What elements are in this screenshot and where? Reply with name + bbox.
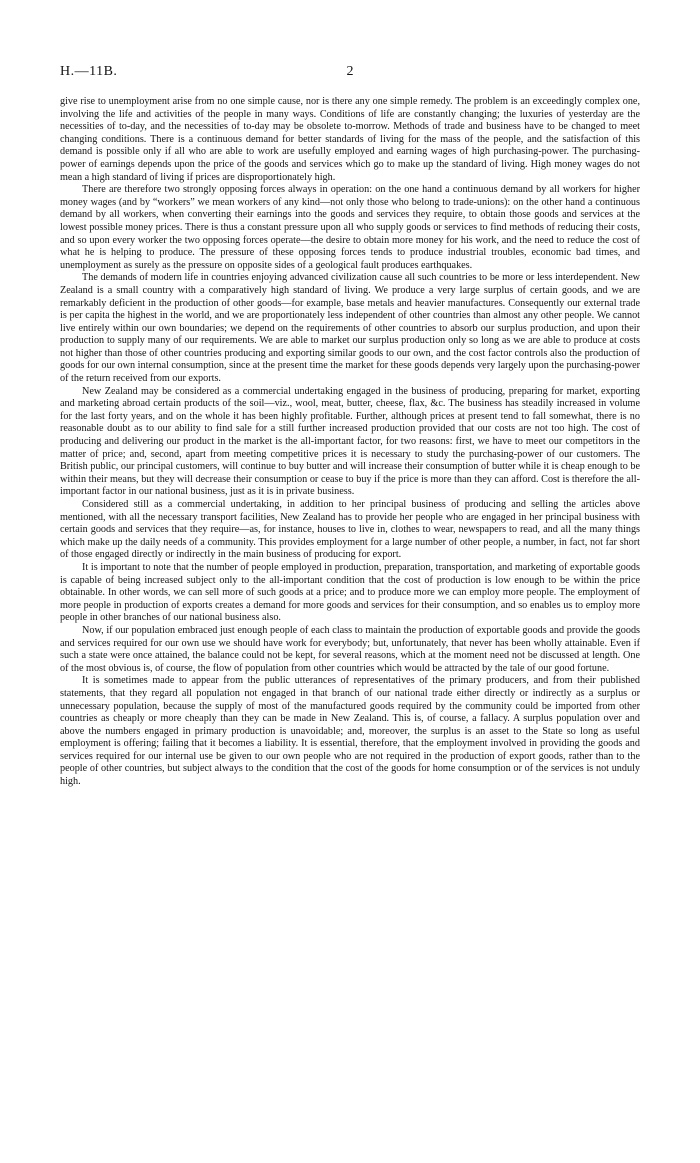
- report-code: H.—11B.: [60, 64, 118, 79]
- paragraph: New Zealand may be considered as a commercial undertaking engaged in the business of producing, preparing for market, exporting and marketing abroad certain products of the soil—viz., wool, meat, butter, cheese, flax, &c. The business has steadily increased in volume for the last forty years, and on the whole it has been highly profitable. Further, although prices at present tend to fall somewhat, there is no reasonable doubt as to our ability to find sale for a still further increased production provided that our costs are not too high. The cost of producing and delivering our product in the market is the all-important factor, for two reasons: first, we have to meet our competitors in the matter of price; and, second, apart from meeting competitive prices it is necessary to study the purchasing-power of our customers. The British public, our principal customers, will continue to buy butter and will increase their consumption of butter while it is cheap enough to be within their means, but they will decrease their consumption or cease to buy if the price is more than they can afford. Cost is therefore the all-important factor in our national business, just as it is in private business.: [60, 385, 640, 498]
- paragraph: It is sometimes made to appear from the public utterances of representatives of the primary producers, and from their published statements, that they regard all population not engaged in that branch of our national trade either directly or indirectly as a surplus or unnecessary population, because the supply of most of the manufactured goods required by the community could be imported from other countries as cheaply or more cheaply than they can be made in New Zealand. This is, of course, a fallacy. A surplus population over and above the numbers engaged in primary production is unavoidable; and, moreover, the surplus is an asset to the State so long as useful employment is offering; failing that it becomes a liability. It is essential, therefore, that the employment involved in providing the goods and services required for our internal use be given to our own people who are not required in the production of export goods, rather than to the people of other countries, but subject always to the condition that the cost of the goods for home consumption or of the services is not unduly high.: [60, 675, 640, 788]
- paragraph: Now, if our population embraced just enough people of each class to maintain the production of exportable goods and provide the goods and services required for our own use we should have work for everybody; but, unfortunately, that never has been wholly attainable. Even if such a state were once attained, the balance could not be kept, for several reasons, which at the moment need not be discussed at length. One of the most obvious is, of course, the flow of population from other countries which would be attracted by the tale of our good fortune.: [60, 624, 640, 674]
- body-text: [60, 96, 640, 789]
- paragraph: give rise to unemployment arise from no one simple cause, nor is there any one simple remedy. The problem is an exceedingly complex one, involving the life and activities of the people in many ways. Conditions of life are constantly changing; the luxuries of yesterday are the necessities of to-day, and the necessities of to-day may be obsolete to-morrow. Methods of trade and business have to be changed to meet changing conditions. There is a continuous demand for better standards of living for the mass of the people, and the satisfaction of this demand is possible only if all who are able to work are usefully employed and earning wages of high purchasing-power. The purchasing-power of earnings depends upon the price of the goods and services which go to make up the standard of living. High money wages do not mean a high standard of living if prices are disproportionately high.: [60, 96, 640, 183]
- paragraph: It is important to note that the number of people employed in production, preparation, transportation, and marketing of exportable goods is capable of being increased subject only to the all-important condition that the cost of production is low enough to be within the price obtainable. In other words, we can sell more of such goods at a price; and to produce more we can employ more people. The employment of more people in production of exports creates a demand for more goods and services for their consumption, and so enables us to employ more people in other branches of our national business also.: [60, 561, 640, 624]
- page-number: 2: [346, 64, 354, 79]
- paragraph: There are therefore two strongly opposing forces always in operation: on the one hand a continuous demand by all workers for higher money wages (and by “workers” we mean workers of any kind—not only those who belong to trade-unions): on the other hand a continuous demand by all workers, when converting their earnings into the goods and services they require, to obtain those goods and services at the lowest possible money prices. There is thus a constant pressure upon all who supply goods or services to find methods of reducing their costs, and so upon every worker the two opposing forces operate—the desire to obtain more money for his work, and the need to reduce the cost of what he is helping to produce. The pressure of these opposing forces tends to produce industrial troubles, economic bad times, and unemployment as surely as the pressure on opposite sides of a geological fault produces earthquakes.: [60, 184, 640, 271]
- paragraph: The demands of modern life in countries enjoying advanced civilization cause all such countries to be more or less interdependent. New Zealand is a small country with a comparatively high standard of living. We produce a very large surplus of certain goods, and we are remarkably deficient in the production of other goods—for example, base metals and heavier manufactures. Consequently our external trade is per capita the highest in the world, and we are proportionately less independent of other countries than almost any other people. We cannot live entirely within our own boundaries; we depend on the requirements of other countries to absorb our surplus production, and upon their production to supply many of our requirements. We are able to market our surplus production only so long as we are able to produce at costs not higher than those of other countries producing and exporting similar goods to our own, and the cost factor controls also the production of goods for our own internal consumption, since at the present time the market for these goods depends very largely upon the purchasing-power of the return received from our exports.: [60, 272, 640, 385]
- paragraph: Considered still as a commercial undertaking, in addition to her principal business of producing and selling the articles above mentioned, with all the necessary transport facilities, New Zealand has to provide her people who are engaged in her principal business with certain goods and services that they require—as, for instance, houses to live in, clothes to wear, newspapers to read, and all the many things which make up the daily needs of a community. This provides employment for a large number of other people, a number, in fact, not far short of those engaged directly or indirectly in the main business of producing for export.: [60, 499, 640, 561]
- page-header: [60, 64, 640, 84]
